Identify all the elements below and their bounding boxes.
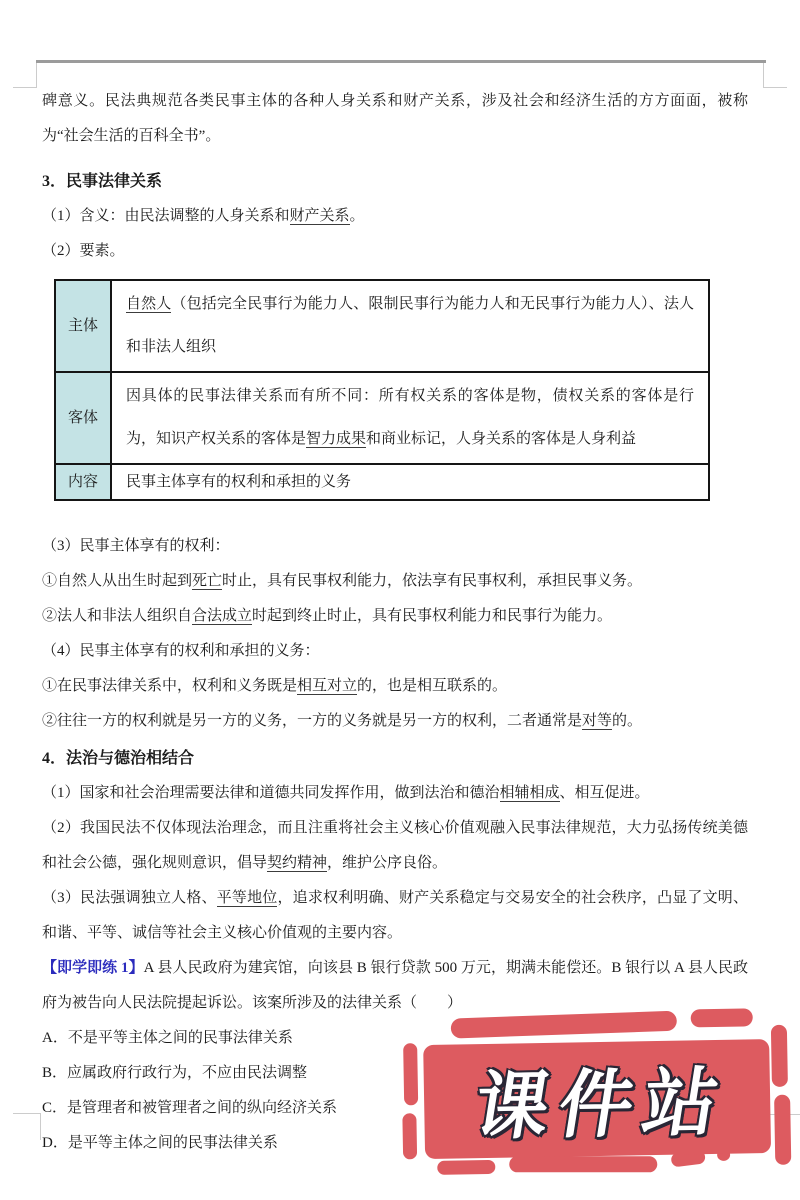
duties-item-1 <box>42 669 748 704</box>
text-segment: ①自然人从出生时起到 <box>42 573 193 589</box>
margin-corner-mark <box>40 1113 41 1140</box>
text-segment: （1）含义：由民法调整的人身关系和 <box>42 208 290 224</box>
row-content-object <box>111 372 709 464</box>
text-segment: （4）民事主体享有的权利和承担的义务： <box>42 643 320 659</box>
kejianzhan-stamp <box>397 1003 800 1182</box>
stamp-border-stroke <box>771 1025 788 1087</box>
text-segment: 民事主体享有的权利和承担的义务 <box>126 474 352 490</box>
text-segment: （3）民事主体享有的权利： <box>42 538 230 554</box>
stamp-border-stroke <box>509 1156 657 1172</box>
text-segment: ②往往一方的权利就是另一方的义务，一方的义务就是另一方的权利，二者通常是 <box>42 713 583 729</box>
option-d: D．是平等主体之间的民事法律关系 <box>42 1135 278 1151</box>
duties-title-paragraph <box>42 634 748 669</box>
underlined-text: 契约精神 <box>267 855 328 871</box>
stamp-border-stroke <box>437 1160 495 1175</box>
stamp-body <box>423 1039 771 1159</box>
underlined-text: 自然人 <box>126 296 172 312</box>
margin-corner-mark <box>36 63 37 88</box>
text-segment: （2）要素。 <box>42 243 125 259</box>
elements-table <box>54 279 710 501</box>
section-4-heading: 4．法治与德治相结合 <box>42 750 195 767</box>
text-segment: 的。 <box>612 713 643 729</box>
text-segment: 和商业标记，人身关系的客体是人身利益 <box>366 431 637 447</box>
option-b: B．应属政府行政行为，不应由民法调整 <box>42 1065 308 1081</box>
stamp-border-stroke <box>402 1113 417 1159</box>
stamp-text: 课件站 <box>468 1060 734 1149</box>
option-a: A．不是平等主体之间的民事法律关系 <box>42 1030 293 1046</box>
section4-paragraph-2 <box>42 811 748 881</box>
stamp-border-stroke <box>774 1095 791 1165</box>
section-3-heading: 3．民事法律关系 <box>42 173 163 190</box>
text-segment: 时起到终止时止，具有民事权利能力和民事行为能力。 <box>252 608 613 624</box>
text-segment: （3）民法强调独立人格、 <box>42 890 217 906</box>
stamp-border-stroke <box>403 1043 418 1105</box>
text-segment: A 县人民政府为建宾馆，向该县 B 银行贷款 500 万元，期满未能偿还。B 银行以 A 县人民政府为被告向人民法院提起诉讼。该案所涉及的法律关系（ ） <box>42 960 748 1011</box>
rights-title-paragraph <box>42 529 748 564</box>
text-segment: 。 <box>349 208 365 224</box>
margin-corner-mark <box>13 1113 41 1114</box>
stamp-border-stroke <box>451 1011 678 1039</box>
table-row <box>55 280 709 372</box>
text-segment: ②法人和非法人组织自 <box>42 608 193 624</box>
text-segment: （2）我国民法不仅体现法治理念，而且注重将社会主义核心价值观融入民事法律规范，大力弘扬传统美德和社会公德，强化规则意识，倡导 <box>42 820 748 871</box>
text-segment: 、相互促进。 <box>559 785 650 801</box>
text-segment: ，追求权利明确、财产关系稳定与交易安全的社会秩序，凸显了文明、和谐、平等、诚信等社会主义核心价值观的主要内容。 <box>42 890 748 941</box>
text-segment: 碑意义。民法典规范各类民事主体的各种人身关系和财产关系，涉及社会和经济生活的方方面面，被称为“社会生活的百科全书”。 <box>42 93 748 144</box>
row-content-subject <box>111 280 709 372</box>
section4-paragraph-1 <box>42 776 748 811</box>
underlined-text: 智力成果 <box>306 431 367 447</box>
text-segment: 时止，具有民事权利能力，依法享有民事权利，承担民事义务。 <box>222 573 643 589</box>
duties-item-2 <box>42 704 748 739</box>
elements-paragraph <box>42 234 748 269</box>
text-segment: ①在民事法律关系中，权利和义务既是 <box>42 678 298 694</box>
table-row <box>55 372 709 464</box>
intro-paragraph <box>42 84 748 154</box>
margin-corner-mark <box>763 63 764 88</box>
margin-corner-mark <box>13 87 37 88</box>
page-edge-line <box>36 60 766 63</box>
text-segment: （包括完全民事行为能力人、限制民事行为能力人和无民事行为能力人）、法人和非法人组织 <box>126 296 694 355</box>
underlined-text: 合法成立 <box>192 608 253 624</box>
underlined-text: 平等地位 <box>216 890 278 906</box>
underlined-text: 财产关系 <box>289 208 350 224</box>
text-segment: ，维护公序良俗。 <box>327 855 448 871</box>
exercise-label: 【即学即练 1】 <box>42 960 144 976</box>
row-label-subject: 主体 <box>55 280 111 372</box>
underlined-text: 死亡 <box>192 573 223 589</box>
document-page <box>42 84 748 1161</box>
margin-corner-mark <box>763 87 787 88</box>
table-row <box>55 464 709 500</box>
option-c: C．是管理者和被管理者之间的纵向经济关系 <box>42 1100 338 1116</box>
underlined-text: 相互对立 <box>297 678 358 694</box>
meaning-paragraph <box>42 199 748 234</box>
stamp-border-stroke <box>691 1008 753 1027</box>
row-label-content: 内容 <box>55 464 111 500</box>
section4-paragraph-3 <box>42 881 748 951</box>
row-label-object: 客体 <box>55 372 111 464</box>
rights-item-2 <box>42 599 748 634</box>
underlined-text: 相辅相成 <box>499 785 560 801</box>
text-segment: 的，也是相互联系的。 <box>357 678 508 694</box>
rights-item-1 <box>42 564 748 599</box>
underlined-text: 对等 <box>582 713 613 729</box>
row-content-content <box>111 464 709 500</box>
text-segment: 因具体的民事法律关系而有所不同：所有权关系的客体是物，债权关系的客体是行为，知识产权关系的客体是 <box>126 388 694 447</box>
text-segment: （1）国家和社会治理需要法律和道德共同发挥作用，做到法治和德治 <box>42 785 500 801</box>
